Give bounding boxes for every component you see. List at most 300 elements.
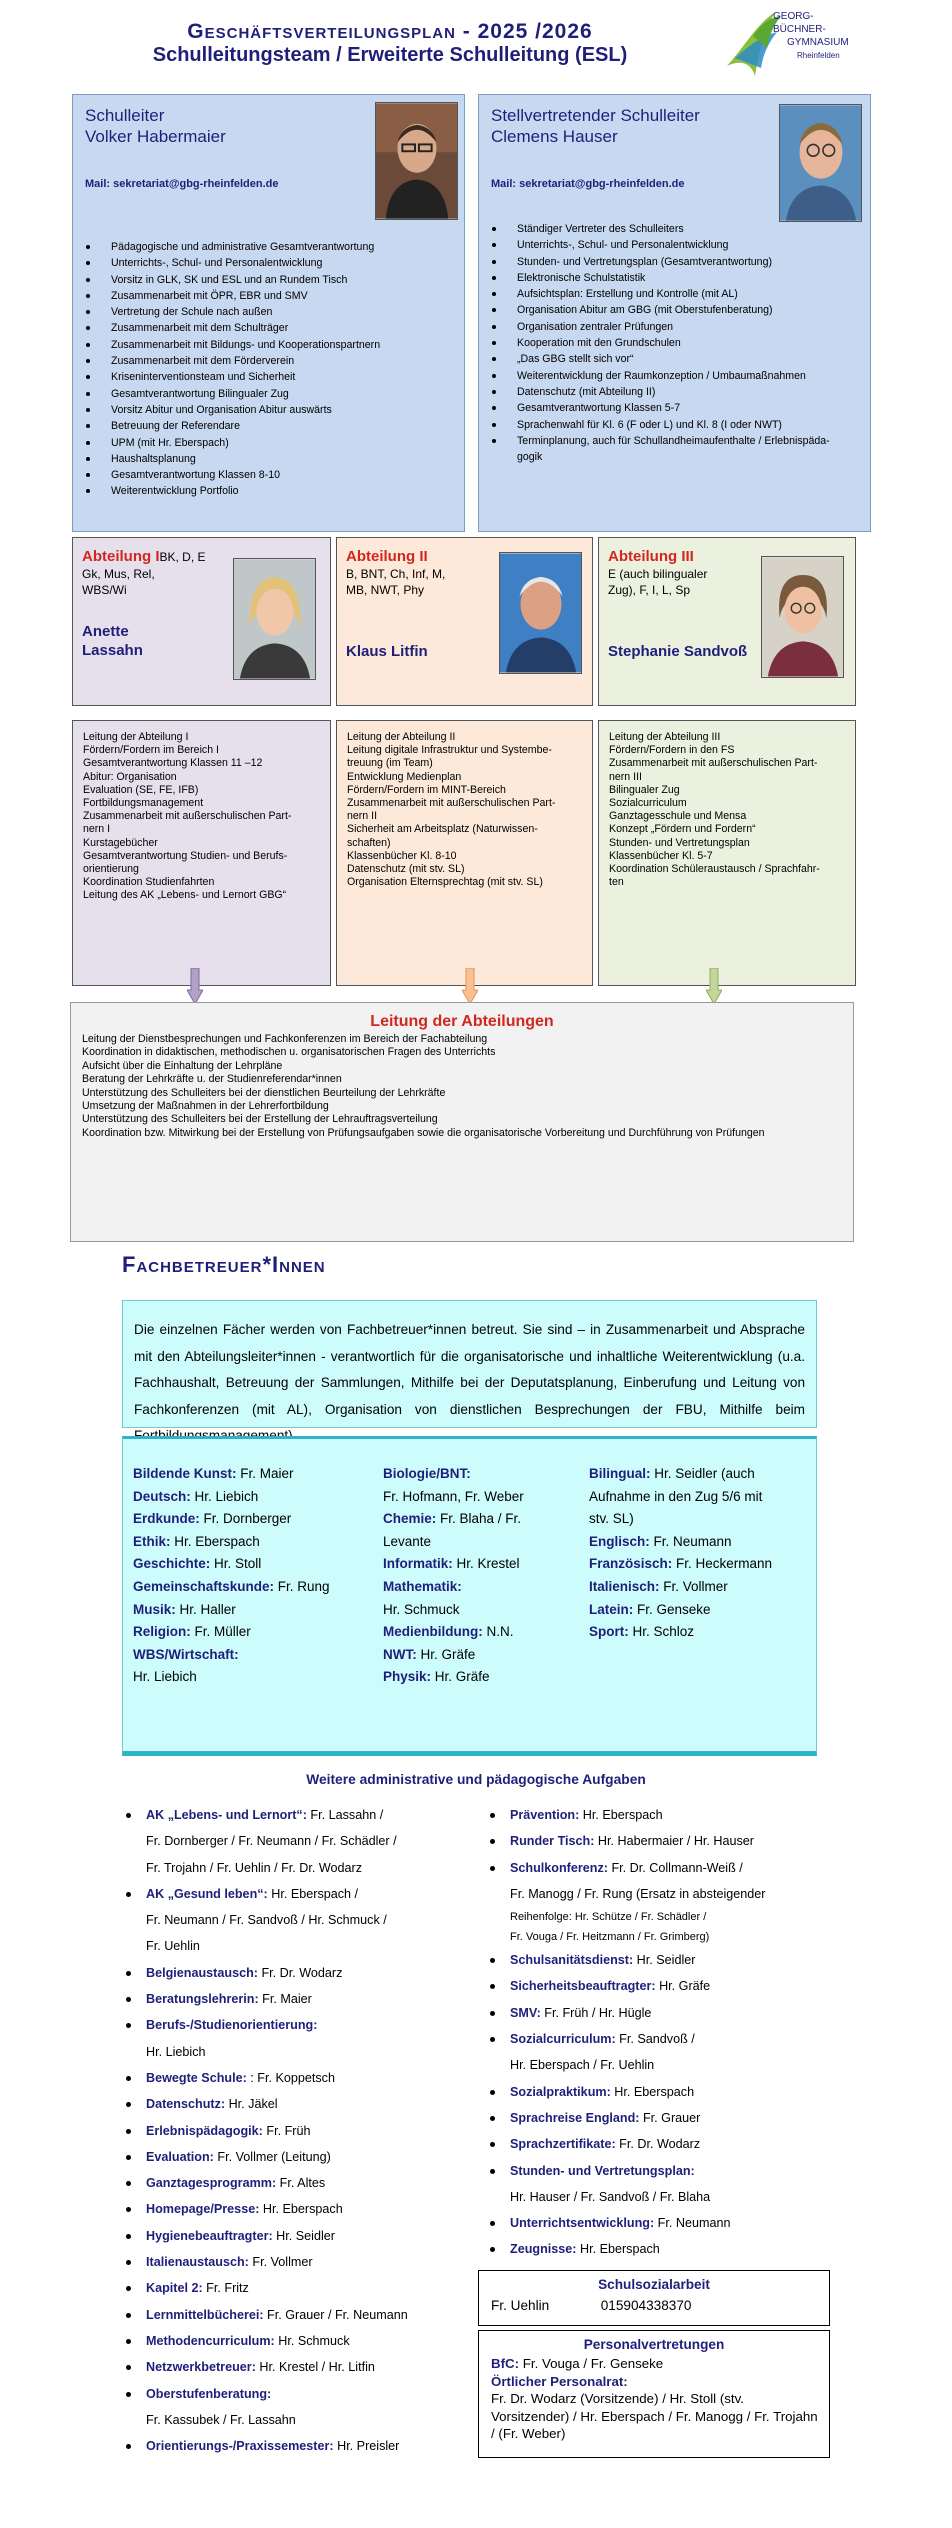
fach-betreuer: Fr. Dornberger xyxy=(199,1511,292,1527)
fach-betreuer: Fr. Hofmann, Fr. Weber xyxy=(383,1488,524,1504)
weitere-item-label: Sprachreise England: xyxy=(510,2110,640,2125)
abteilung-task-line: Fördern/Fordern im Bereich I xyxy=(83,744,220,757)
weitere-item xyxy=(126,2354,456,2380)
abteilung-task-line: Kurstagebücher xyxy=(83,836,158,849)
fach-betreuer: Fr. Neumann xyxy=(649,1533,732,1549)
weitere-item-value: Fr. Lassahn / xyxy=(306,1808,384,1822)
weitere-item-value: Fr. Altes xyxy=(276,2176,326,2191)
leitung-item: Aufsicht über die Einhaltung der Lehrpläne xyxy=(82,1059,283,1072)
weitere-item-label: Datenschutz: xyxy=(146,2097,226,2112)
weitere-item-label: Bewegte Schule: xyxy=(146,2070,247,2085)
fach-label: Mathematik: xyxy=(383,1578,462,1594)
weitere-list-right xyxy=(490,1802,830,2263)
leitung-items xyxy=(82,1033,765,1140)
weitere-item-value: Hr. Preisler xyxy=(333,2439,400,2454)
schulleiter-box xyxy=(72,94,465,532)
weitere-item-value: Fr. Dr. Wodarz xyxy=(257,1965,343,1980)
school-logo xyxy=(725,6,865,78)
abteilung-task-line: Koordination Studienfahrten xyxy=(83,876,215,889)
abteilung-1-photo xyxy=(233,558,316,680)
weitere-item-value: Fr. Dr. Wodarz xyxy=(615,2137,701,2152)
weitere-item xyxy=(126,2144,456,2170)
fach-betreuer: Fr. Blaha / Fr. xyxy=(436,1511,522,1527)
weitere-item-line xyxy=(146,2354,456,2380)
opr-value: Fr. Dr. Wodarz (Vorsitzende) / Hr. Stoll (stv. Vorsitzender) / Hr. Eberspach / Fr. Manogg / Fr. Trojahn / (Fr. Weber) xyxy=(491,2391,818,2441)
weitere-item-line xyxy=(146,1881,456,1907)
fach-betreuer: stv. SL) xyxy=(589,1511,634,1527)
weitere-item xyxy=(126,2381,456,2434)
abteilung-task-line: Bilingualer Zug xyxy=(609,783,680,796)
fachbetreuer-row xyxy=(383,1599,583,1622)
abteilung-3-box xyxy=(598,537,856,706)
fach-betreuer: Hr. Krestel xyxy=(452,1556,520,1572)
abteilung-task-line: ten xyxy=(609,876,624,889)
leitung-item: Unterstützung des Schulleiters bei der Erstellung der Lehrauftragsverteilung xyxy=(82,1113,438,1126)
fach-label: Geschichte: xyxy=(133,1556,211,1572)
fach-label: Bildende Kunst: xyxy=(133,1466,237,1481)
fach-label: Chemie: xyxy=(383,1511,437,1527)
stellvertreter-role: Stellvertretender Schulleiter xyxy=(491,106,700,125)
fachbetreuer-row xyxy=(589,1553,811,1576)
fachbetreuer-row xyxy=(133,1666,373,1689)
weitere-item xyxy=(490,2000,830,2026)
fachbetreuer-row xyxy=(589,1621,811,1644)
fach-label: Latein: xyxy=(589,1601,634,1617)
fachbetreuer-row xyxy=(133,1621,373,1644)
weitere-item-line xyxy=(146,2433,456,2459)
weitere-item xyxy=(126,1802,456,1881)
stellvertreter-task: Kooperation mit den Grundschulen xyxy=(491,335,861,351)
weitere-item xyxy=(490,1973,830,1999)
stellvertreter-task: Aufsichtsplan: Erstellung und Kontrolle (mit AL) xyxy=(491,286,861,302)
weitere-item-value: Hr. Eberspach xyxy=(579,1808,663,1822)
fach-label: Sport: xyxy=(589,1624,629,1640)
weitere-item-value: Fr. Sandvoß / xyxy=(615,2032,695,2047)
abteilung-1-fach-line: WBS/Wi xyxy=(82,583,127,597)
abteilung-1-leiterin xyxy=(82,622,143,660)
weitere-item-value: Fr. Dr. Collmann-Weiß / xyxy=(607,1860,743,1875)
weitere-item xyxy=(490,2105,830,2131)
weitere-item-label: AK „Lebens- und Lernort“: xyxy=(146,1808,307,1822)
weitere-item xyxy=(126,1881,456,1960)
weitere-item xyxy=(490,2079,830,2105)
weitere-title: Weitere administrative und pädagogische Aufgaben xyxy=(306,1772,646,1787)
weitere-item-line xyxy=(510,2210,830,2236)
leitung-title: Leitung der Abteilungen xyxy=(370,1013,554,1030)
weitere-item xyxy=(490,2236,830,2262)
page-title: Geschäftsverteilungsplan - 2025 /2026 xyxy=(187,20,593,43)
abteilung-task-line: Konzept „Fördern und Fordern“ xyxy=(609,823,756,836)
abteilung-3-tasks-box xyxy=(598,720,856,986)
fach-label: Erdkunde: xyxy=(133,1511,200,1527)
schulsozialarbeit-phone[interactable]: 015904338370 xyxy=(600,2298,692,2313)
personalvertretungen-body xyxy=(491,2355,821,2443)
abteilung-task-line: nern I xyxy=(83,823,111,836)
arrow-down-icon xyxy=(706,968,722,1004)
weitere-item-value: Hr. Eberspach xyxy=(576,2242,660,2257)
stellvertreter-photo xyxy=(779,104,862,222)
fach-betreuer: Hr. Seidler (auch xyxy=(650,1466,755,1481)
weitere-item-line xyxy=(510,2105,830,2131)
weitere-item-line xyxy=(146,2196,456,2222)
schulsozialarbeit-name: Fr. Uehlin xyxy=(491,2298,550,2313)
abteilung-1-name-last: Lassahn xyxy=(82,642,143,659)
schulleiter-task: Zusammenarbeit mit dem Schulträger xyxy=(85,320,455,336)
weitere-item-small: Fr. Vouga / Fr. Heitzmann / Fr. Grimberg) xyxy=(510,1931,710,1944)
stellvertreter-task: Ständiger Vertreter des Schulleiters xyxy=(491,221,861,237)
schulleiter-name: Volker Habermaier xyxy=(85,127,226,146)
personalvertretungen-box xyxy=(478,2330,830,2458)
weitere-item-line xyxy=(146,2275,456,2301)
abteilung-3-faecher xyxy=(608,566,707,598)
fachbetreuer-row xyxy=(383,1508,583,1531)
abteilung-task-line: Gesamtverantwortung Klassen 11 –12 xyxy=(83,757,263,770)
weitere-item-cont: Hr. Liebich xyxy=(146,2044,206,2059)
weitere-item-line xyxy=(146,1986,456,2012)
abteilung-task-line: Datenschutz (mit stv. SL) xyxy=(347,863,465,876)
arrow-down-icon xyxy=(462,968,478,1004)
weitere-item-label: Schulkonferenz: xyxy=(510,1860,608,1875)
weitere-item-label: Homepage/Presse: xyxy=(146,2202,260,2217)
fachbetreuer-row xyxy=(383,1553,583,1576)
fach-label: Französisch: xyxy=(589,1556,673,1572)
fachbetreuer-row xyxy=(133,1463,373,1486)
fach-label: Physik: xyxy=(383,1669,432,1685)
fachbetreuer-column-2 xyxy=(383,1463,583,1689)
weitere-item xyxy=(490,1802,830,1828)
schulleiter-heading xyxy=(85,105,226,147)
fachbetreuer-row xyxy=(589,1599,811,1622)
weitere-item-line xyxy=(510,1855,830,1881)
weitere-item xyxy=(490,2131,830,2157)
weitere-item-value: Hr. Jäkel xyxy=(225,2097,278,2112)
header xyxy=(0,0,952,92)
weitere-item xyxy=(126,2223,456,2249)
fachbetreuer-row xyxy=(383,1486,583,1509)
fach-label: Bilingual: xyxy=(589,1466,651,1481)
weitere-item-value: : Fr. Koppetsch xyxy=(246,2070,335,2085)
weitere-item-value: Hr. Krestel / Hr. Litfin xyxy=(255,2360,375,2375)
fachbetreuer-title: Fachbetreuer*Innen xyxy=(122,1252,326,1277)
weitere-item-value: Hr. Seidler xyxy=(272,2228,335,2243)
fach-betreuer: Hr. Schmuck xyxy=(383,1601,460,1617)
abteilung-task-line: Gesamtverantwortung Studien- und Berufs- xyxy=(83,849,288,862)
weitere-item-label: Zeugnisse: xyxy=(510,2242,577,2257)
abteilung-task-line: Fördern/Fordern in den FS xyxy=(609,744,735,757)
weitere-item-label: Evaluation: xyxy=(146,2149,214,2164)
abteilung-2-title: Abteilung II xyxy=(346,548,428,565)
abteilung-3-photo xyxy=(761,556,844,678)
schulleiter-task: Betreuung der Referendare xyxy=(85,418,455,434)
weitere-item-label: SMV: xyxy=(510,2005,541,2020)
weitere-item-value: Hr. Habermaier / Hr. Hauser xyxy=(594,1834,755,1849)
weitere-item-label: Stunden- und Vertretungsplan: xyxy=(510,2163,695,2178)
abteilung-2-fach-line: MB, NWT, Phy xyxy=(346,583,425,597)
stellvertreter-task: Sprachenwahl für Kl. 6 (F oder L) und Kl. 8 (I oder NWT) xyxy=(491,417,861,433)
weitere-list-left xyxy=(126,1802,456,2459)
abteilung-1-box xyxy=(72,537,331,706)
abteilung-1-title: Abteilung IBK, D, E xyxy=(82,548,206,565)
weitere-item-line xyxy=(510,1802,830,1828)
weitere-item xyxy=(126,2091,456,2117)
fach-label: WBS/Wirtschaft: xyxy=(133,1646,239,1662)
weitere-item-label: Belgienaustausch: xyxy=(146,1965,258,1980)
stellvertreter-task: Gesamtverantwortung Klassen 5-7 xyxy=(491,400,861,416)
abteilung-task-line: Sozialcurriculum xyxy=(609,797,687,810)
weitere-item xyxy=(126,1986,456,2012)
fach-label: NWT: xyxy=(383,1646,417,1662)
fach-betreuer: Fr. Genseke xyxy=(633,1601,711,1617)
schulleiter-photo xyxy=(375,102,458,220)
fach-betreuer: Hr. Haller xyxy=(175,1601,236,1617)
fach-label: Informatik: xyxy=(383,1556,453,1572)
abteilung-3-leiterin: Stephanie Sandvoß xyxy=(608,643,748,660)
abteilung-1-tasks-box xyxy=(72,720,331,986)
weitere-item-cont: Hr. Hauser / Fr. Sandvoß / Fr. Blaha xyxy=(510,2189,711,2204)
schulsozialarbeit-row xyxy=(491,2298,691,2313)
abteilung-2-box xyxy=(336,537,593,706)
abteilung-1-tasks xyxy=(73,721,330,903)
fachbetreuer-row xyxy=(383,1463,583,1486)
weitere-item-line xyxy=(146,1802,456,1828)
abteilung-3-tasks xyxy=(599,721,855,889)
schulleiter-task: Gesamtverantwortung Bilingualer Zug xyxy=(85,386,455,402)
abteilung-2-leiter: Klaus Litfin xyxy=(346,643,428,660)
abteilung-2-fach-line: B, BNT, Ch, Inf, M, xyxy=(346,567,446,581)
weitere-item-value: Fr. Vollmer xyxy=(248,2255,313,2270)
fach-label: Englisch: xyxy=(589,1533,650,1549)
fachbetreuer-row xyxy=(133,1553,373,1576)
abteilung-task-line: Zusammenarbeit mit außerschulischen Part- xyxy=(347,797,556,810)
weitere-item-line xyxy=(146,2249,456,2275)
fach-label: Italienisch: xyxy=(589,1578,660,1594)
abteilung-3-title: Abteilung III xyxy=(608,548,694,565)
fachbetreuer-row xyxy=(589,1531,811,1554)
weitere-item-cont: Fr. Kassubek / Fr. Lassahn xyxy=(146,2412,296,2427)
weitere-item-label: Sozialcurriculum: xyxy=(510,2032,616,2047)
schulleiter-task: Vorsitz Abitur und Organisation Abitur auswärts xyxy=(85,402,455,418)
weitere-item-value: Fr. Vollmer (Leitung) xyxy=(213,2149,331,2164)
fach-label: Deutsch: xyxy=(133,1488,191,1504)
fach-label: Musik: xyxy=(133,1601,176,1617)
fach-betreuer: Fr. Vollmer xyxy=(659,1578,728,1594)
logo-line-3: Rheinfelden xyxy=(797,51,840,60)
weitere-item-small: Reihenfolge: Hr. Schütze / Fr. Schädler / xyxy=(510,1911,707,1924)
abteilung-task-line: orientierung xyxy=(83,863,139,876)
fach-betreuer: Aufnahme in den Zug 5/6 mit xyxy=(589,1488,763,1504)
weitere-item-label: Runder Tisch: xyxy=(510,1834,595,1849)
stellvertreter-mail[interactable]: Mail: sekretariat@gbg-rheinfelden.de xyxy=(491,178,685,190)
weitere-item-label: Netzwerkbetreuer: xyxy=(146,2360,256,2375)
weitere-item-cont: Fr. Neumann / Fr. Sandvoß / Hr. Schmuck / xyxy=(146,1913,387,1928)
stellvertreter-task: Organisation zentraler Prüfungen xyxy=(491,319,861,335)
abteilung-task-line: Ganztagesschule und Mensa xyxy=(609,810,747,823)
abteilung-2-tasks xyxy=(337,721,592,889)
stellvertreter-task: „Das GBG stellt sich vor“ xyxy=(491,351,861,367)
weitere-item xyxy=(490,2026,830,2079)
leitung-item: Koordination in didaktischen, methodischen u. organisatorischen Fragen des Unterrichts xyxy=(82,1046,496,1059)
abteilung-task-line: Leitung digitale Infrastruktur und Systembe- xyxy=(347,744,552,757)
weitere-item xyxy=(126,2275,456,2301)
schulleiter-task: Gesamtverantwortung Klassen 8-10 xyxy=(85,467,455,483)
weitere-item-label: Kapitel 2: xyxy=(146,2281,203,2296)
stellvertreter-task: gogik xyxy=(517,451,543,464)
weitere-item-line xyxy=(146,2381,456,2407)
fachbetreuer-row xyxy=(383,1576,583,1599)
schulleiter-task: Vertretung der Schule nach außen xyxy=(85,304,455,320)
personalvertretungen-title: Personalvertretungen xyxy=(583,2337,725,2352)
schulleiter-task: Vorsitz in GLK, SK und ESL und an Rundem Tisch xyxy=(85,272,455,288)
weitere-item-line xyxy=(146,2091,456,2117)
weitere-item-label: AK „Gesund leben“: xyxy=(146,1886,268,1901)
weitere-item xyxy=(126,2118,456,2144)
weitere-item xyxy=(126,2170,456,2196)
weitere-item-value: Fr. Früh / Hr. Hügle xyxy=(540,2005,652,2020)
weitere-item xyxy=(126,2012,456,2065)
fachbetreuer-row xyxy=(589,1576,811,1599)
weitere-item-line xyxy=(510,2079,830,2105)
leitung-item: Koordination bzw. Mitwirkung bei der Erstellung von Prüfungsaufgaben sowie die organisatorische Vorbereitung und Durchführung von Prüfungen xyxy=(82,1126,765,1139)
leitung-item: Beratung der Lehrkräfte u. der Studienreferendar*innen xyxy=(82,1073,342,1086)
abteilung-task-line: Klassenbücher Kl. 8-10 xyxy=(347,849,457,862)
weitere-item-label: Schulsanitätsdienst: xyxy=(510,1953,634,1968)
abteilung-3-fach-line: E (auch bilingualer xyxy=(608,567,708,581)
weitere-item-line xyxy=(146,2302,456,2328)
fachbetreuer-row xyxy=(133,1486,373,1509)
fachbetreuer-row xyxy=(589,1486,811,1509)
weitere-item-value: Hr. Gräfe xyxy=(655,1979,711,1994)
schulleiter-mail[interactable]: Mail: sekretariat@gbg-rheinfelden.de xyxy=(85,178,279,190)
weitere-item-line xyxy=(510,2131,830,2157)
stellvertreter-task: Datenschutz (mit Abteilung II) xyxy=(491,384,861,400)
abteilung-task-line: Leitung der Abteilung I xyxy=(83,731,189,743)
weitere-item-line xyxy=(510,2000,830,2026)
weitere-item-line xyxy=(510,1947,830,1973)
fach-label: Ethik: xyxy=(133,1533,171,1549)
fach-label: Gemeinschaftskunde: xyxy=(133,1578,275,1594)
weitere-item-cont: Fr. Dornberger / Fr. Neumann / Fr. Schädler / xyxy=(146,1834,397,1849)
fachbetreuer-row xyxy=(133,1644,373,1667)
schulleiter-task: Pädagogische und administrative Gesamtverantwortung xyxy=(85,239,455,255)
weitere-item-value: Hr. Eberspach / xyxy=(267,1886,359,1901)
fach-label: Biologie/BNT: xyxy=(383,1466,471,1481)
weitere-item-line xyxy=(510,2158,830,2184)
weitere-item-line xyxy=(510,2026,830,2052)
weitere-item xyxy=(490,2210,830,2236)
schulleiter-task: Kriseninterventionsteam und Sicherheit xyxy=(85,369,455,385)
abteilung-1-faecher-inline: BK, D, E xyxy=(159,550,206,564)
schulsozialarbeit-box xyxy=(478,2270,830,2326)
fach-betreuer: N.N. xyxy=(482,1624,514,1640)
weitere-item-label: Unterrichtsentwicklung: xyxy=(510,2216,655,2231)
weitere-item-value: Hr. Eberspach xyxy=(610,2084,695,2099)
weitere-item-value: Fr. Fritz xyxy=(202,2281,249,2296)
fach-label: Medienbildung: xyxy=(383,1624,483,1640)
weitere-item xyxy=(126,2065,456,2091)
page-subtitle: Schulleitungsteam / Erweiterte Schulleitung (ESL) xyxy=(152,44,628,66)
abteilung-task-line: Stunden- und Vertretungsplan xyxy=(609,836,750,849)
abteilung-task-line: Zusammenarbeit mit außerschulischen Part- xyxy=(609,757,818,770)
fach-betreuer: Levante xyxy=(383,1533,432,1549)
schulleiter-role: Schulleiter xyxy=(85,106,165,125)
abteilung-task-line: Entwicklung Medienplan xyxy=(347,770,462,783)
abteilung-task-line: Zusammenarbeit mit außerschulischen Part- xyxy=(83,810,292,823)
stellvertreter-task: Stunden- und Vertretungsplan (Gesamtverantwortung) xyxy=(491,254,861,270)
weitere-item-line xyxy=(146,1960,456,1986)
stellvertreter-heading xyxy=(491,105,700,147)
logo-line-1: GEORG-BÜCHNER- xyxy=(773,11,826,35)
abteilung-task-line: Leitung der Abteilung II xyxy=(347,731,456,743)
fachbetreuer-row xyxy=(589,1508,811,1531)
weitere-item-label: Hygienebeauftragter: xyxy=(146,2228,273,2243)
abteilung-task-line: Klassenbücher Kl. 5-7 xyxy=(609,849,713,862)
abteilung-3-fach-line: Zug), F, I, L, Sp xyxy=(608,583,691,597)
fachbetreuer-column-1 xyxy=(133,1463,373,1689)
weitere-item xyxy=(490,2158,830,2211)
weitere-item-label: Ganztagesprogramm: xyxy=(146,2176,277,2191)
fachbetreuer-row xyxy=(383,1644,583,1667)
weitere-item-line xyxy=(146,2223,456,2249)
schulleiter-task: Zusammenarbeit mit dem Förderverein xyxy=(85,353,455,369)
opr-row xyxy=(491,2373,821,2391)
fachbetreuer-row xyxy=(589,1463,811,1486)
logo-line-2: GYMNASIUM xyxy=(787,37,849,48)
weitere-item-line xyxy=(146,2170,456,2196)
weitere-item-label: Lernmittelbücherei: xyxy=(146,2307,264,2322)
weitere-item xyxy=(490,1947,830,1973)
fach-betreuer: Hr. Stoll xyxy=(210,1556,262,1572)
weitere-item-line xyxy=(146,2328,456,2354)
bfc-row xyxy=(491,2355,821,2373)
fach-betreuer: Fr. Heckermann xyxy=(672,1556,773,1572)
weitere-item-line xyxy=(146,2118,456,2144)
abteilung-task-line: Fördern/Fordern im MINT-Bereich xyxy=(347,783,506,796)
weitere-item-label: Sicherheitsbeauftragter: xyxy=(510,1979,656,1994)
bfc-label: BfC: xyxy=(491,2356,520,2371)
weitere-item-label: Sprachzertifikate: xyxy=(510,2137,616,2152)
abteilung-1-faecher xyxy=(82,566,155,598)
weitere-item xyxy=(490,1828,830,1854)
fach-betreuer: Hr. Eberspach xyxy=(170,1533,260,1549)
bfc-value: Fr. Vouga / Fr. Genseke xyxy=(519,2356,664,2371)
stellvertreter-task: Organisation Abitur am GBG (mit Oberstufenberatung) xyxy=(491,302,861,318)
schulleiter-task: Unterrichts-, Schul- und Personalentwicklung xyxy=(85,255,455,271)
weitere-item-cont: Fr. Manogg / Fr. Rung (Ersatz in absteigender xyxy=(510,1886,766,1901)
weitere-item-label: Beratungslehrerin: xyxy=(146,1992,259,2007)
weitere-item-cont: Hr. Eberspach / Fr. Uehlin xyxy=(510,2058,655,2073)
weitere-item-label: Sozialpraktikum: xyxy=(510,2084,611,2099)
weitere-item-value: Hr. Eberspach xyxy=(259,2202,343,2217)
stellvertreter-name: Clemens Hauser xyxy=(491,127,618,146)
schulleiter-task: UPM (mit Hr. Eberspach) xyxy=(85,435,455,451)
abteilung-task-line: treuung (im Team) xyxy=(347,757,433,770)
weitere-item xyxy=(126,2249,456,2275)
weitere-item-label: Methodencurriculum: xyxy=(146,2333,275,2348)
fach-betreuer: Hr. Schloz xyxy=(628,1624,695,1640)
schulleiter-tasks xyxy=(85,239,455,500)
fach-betreuer: Hr. Gräfe xyxy=(431,1669,490,1685)
weitere-item xyxy=(490,1855,830,1948)
abteilung-task-line: Abitur: Organisation xyxy=(83,770,177,783)
stellvertreter-tasks xyxy=(491,221,861,465)
fach-betreuer: Fr. Müller xyxy=(190,1624,251,1640)
schulsozialarbeit-title: Schulsozialarbeit xyxy=(598,2277,710,2292)
opr-label: Örtlicher Personalrat: xyxy=(491,2373,628,2389)
abteilung-task-line: schaften) xyxy=(347,836,391,849)
abteilung-task-line: Leitung der Abteilung III xyxy=(609,731,721,743)
abteilung-task-line: Sicherheit am Arbeitsplatz (Naturwissen- xyxy=(347,823,538,836)
weitere-item-cont: Fr. Trojahn / Fr. Uehlin / Fr. Dr. Wodarz xyxy=(146,1860,363,1875)
